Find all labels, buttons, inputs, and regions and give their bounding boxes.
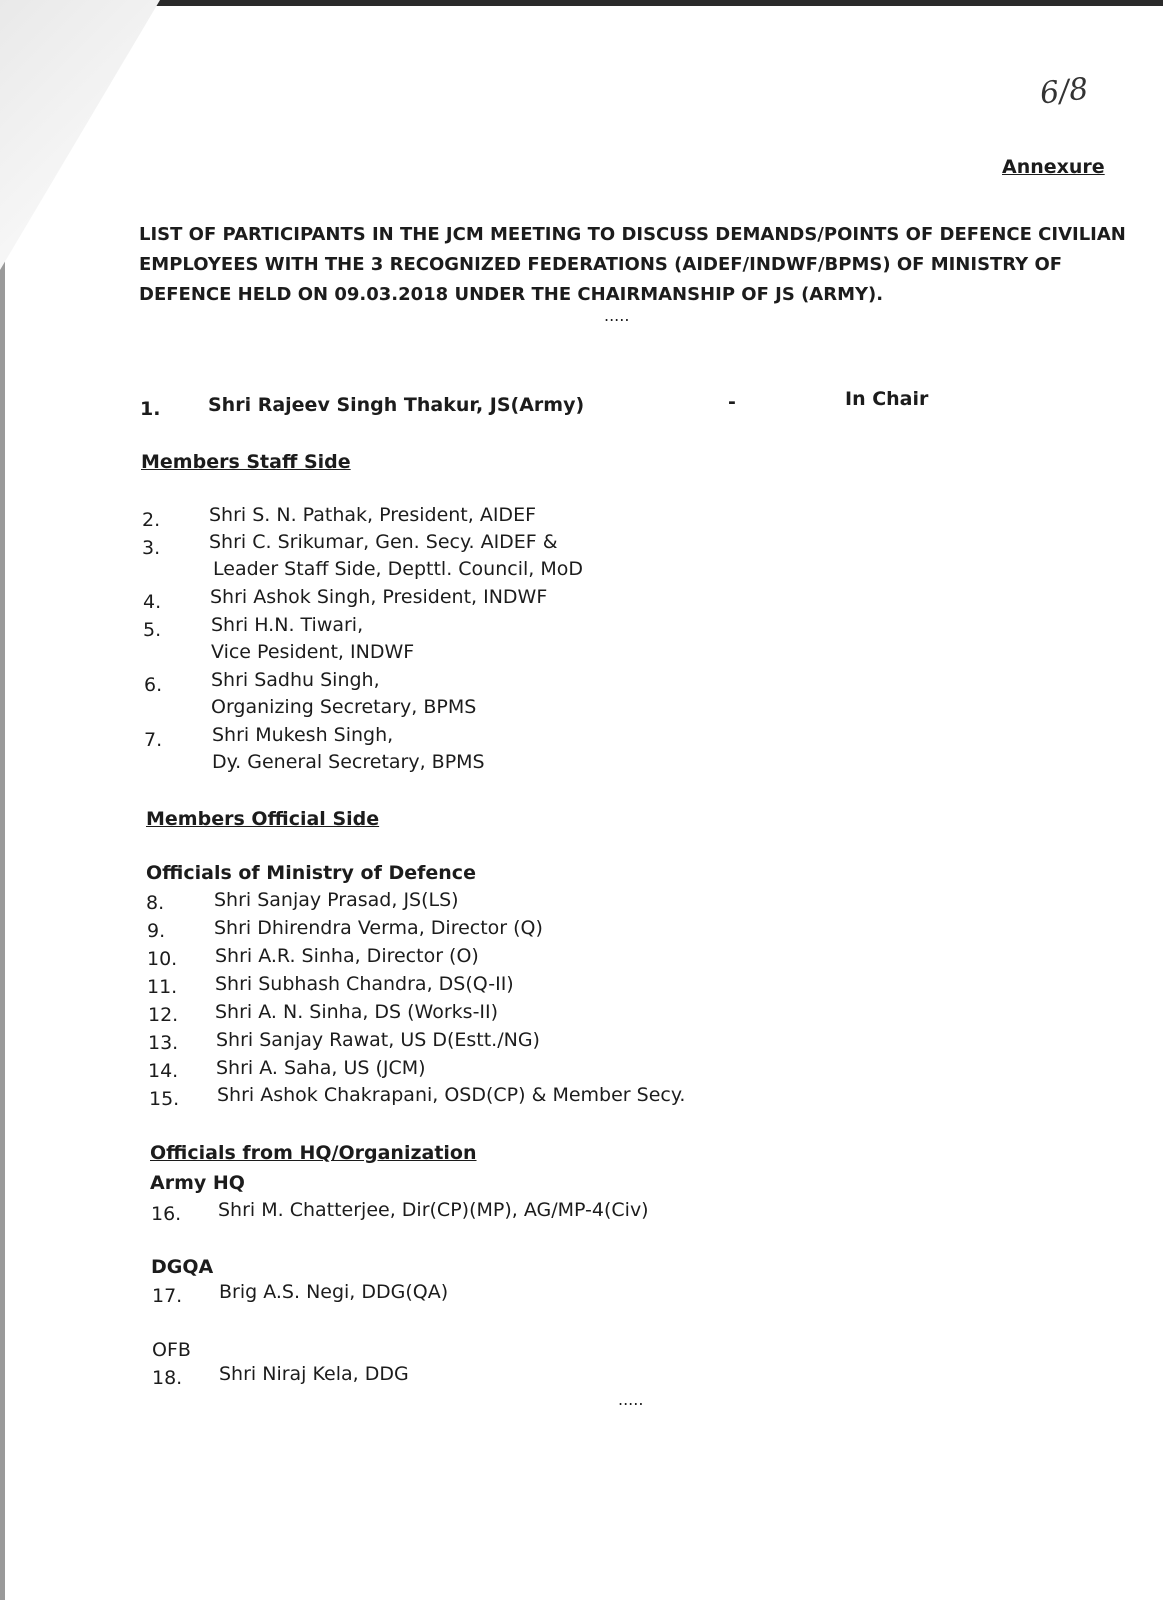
scan-top-edge	[0, 0, 1163, 6]
official-item-number: 16.	[151, 1203, 182, 1225]
staff-item-line: Organizing Secretary, BPMS	[211, 696, 477, 718]
official-side-heading: Members Official Side	[146, 808, 380, 830]
official-item-text: Shri A. N. Sinha, DS (Works-II)	[215, 1001, 499, 1023]
chair-number: 1.	[140, 398, 161, 420]
staff-item-line: Shri H.N. Tiwari,	[211, 614, 364, 636]
chair-name: Shri Rajeev Singh Thakur, JS(Army)	[208, 394, 585, 416]
annexure-label: Annexure	[1002, 156, 1105, 178]
staff-side-heading: Members Staff Side	[141, 451, 351, 473]
official-item-number: 11.	[147, 976, 178, 998]
official-item-number: 17.	[152, 1285, 183, 1307]
army-hq-heading: Army HQ	[150, 1172, 245, 1194]
official-item-text: Shri A. Saha, US (JCM)	[216, 1057, 426, 1079]
staff-item-line: Leader Staff Side, Depttl. Council, MoD	[213, 558, 583, 580]
official-item-text: Shri Sanjay Rawat, US D(Estt./NG)	[216, 1029, 540, 1051]
ofb-heading: OFB	[152, 1339, 191, 1361]
official-item-number: 8.	[146, 892, 165, 914]
staff-item-line: Shri C. Srikumar, Gen. Secy. AIDEF &	[209, 531, 558, 553]
staff-item-line: Shri Sadhu Singh,	[211, 669, 380, 691]
official-item-text: Shri A.R. Sinha, Director (O)	[215, 945, 479, 967]
staff-item-number: 5.	[143, 619, 162, 641]
staff-item-line: Shri Ashok Singh, President, INDWF	[210, 586, 548, 608]
official-item-text: Shri Ashok Chakrapani, OSD(CP) & Member Secy.	[217, 1084, 686, 1106]
official-item-text: Shri Niraj Kela, DDG	[219, 1363, 409, 1385]
staff-item-line: Dy. General Secretary, BPMS	[212, 751, 485, 773]
official-item-number: 15.	[149, 1088, 180, 1110]
dgqa-heading: DGQA	[151, 1256, 214, 1278]
folded-corner	[0, 0, 160, 270]
staff-item-number: 3.	[142, 537, 161, 559]
official-item-text: Shri Subhash Chandra, DS(Q-II)	[215, 973, 514, 995]
staff-item-line: Shri Mukesh Singh,	[212, 724, 394, 746]
page-number-mark: 6/8	[1038, 71, 1090, 112]
staff-item-number: 7.	[144, 729, 163, 751]
staff-item-line: Vice Pesident, INDWF	[211, 641, 415, 663]
official-item-number: 10.	[147, 948, 178, 970]
official-item-number: 14.	[148, 1060, 179, 1082]
title-line-1: LIST OF PARTICIPANTS IN THE JCM MEETING TO DISCUSS DEMANDS/POINTS OF DEFENCE CIVILIAN	[139, 224, 1126, 245]
hq-heading: Officials from HQ/Organization	[150, 1142, 477, 1164]
official-item-text: Shri M. Chatterjee, Dir(CP)(MP), AG/MP-4(Civ)	[218, 1199, 649, 1221]
official-item-number: 13.	[148, 1032, 179, 1054]
official-item-text: Shri Sanjay Prasad, JS(LS)	[214, 889, 459, 911]
end-separator: .....	[618, 1390, 644, 1409]
staff-item-number: 4.	[143, 591, 162, 613]
official-item-number: 18.	[152, 1367, 183, 1389]
staff-item-number: 2.	[142, 509, 161, 531]
official-item-text: Shri Dhirendra Verma, Director (Q)	[214, 917, 543, 939]
official-item-number: 12.	[148, 1004, 179, 1026]
official-item-number: 9.	[147, 920, 166, 942]
official-item-text: Brig A.S. Negi, DDG(QA)	[219, 1281, 449, 1303]
title-separator: .....	[604, 306, 630, 325]
title-line-3: DEFENCE HELD ON 09.03.2018 UNDER THE CHAIRMANSHIP OF JS (ARMY).	[139, 284, 884, 305]
chair-dash: -	[728, 391, 736, 413]
staff-item-number: 6.	[144, 674, 163, 696]
staff-item-line: Shri S. N. Pathak, President, AIDEF	[209, 504, 536, 526]
mod-heading: Officials of Ministry of Defence	[146, 862, 476, 884]
chair-role: In Chair	[845, 388, 929, 410]
title-line-2: EMPLOYEES WITH THE 3 RECOGNIZED FEDERATIONS (AIDEF/INDWF/BPMS) OF MINISTRY OF	[139, 254, 1063, 275]
